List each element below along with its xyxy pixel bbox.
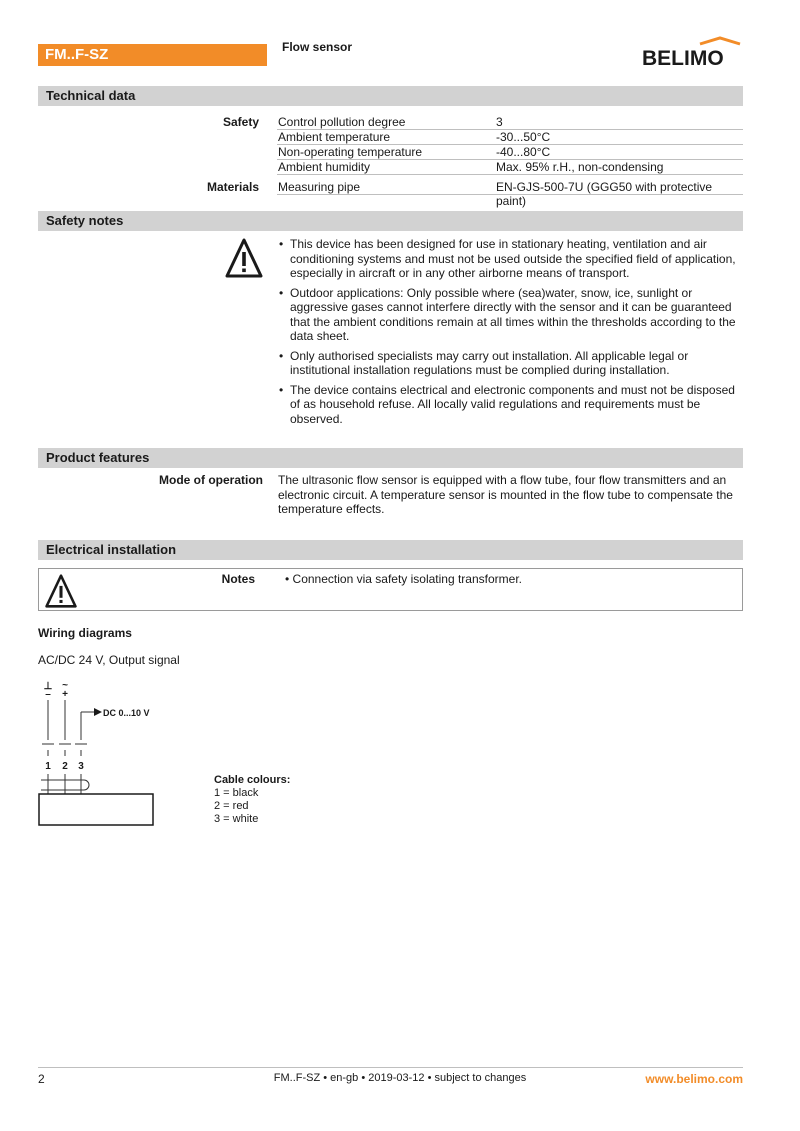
tilde-symbol: ~ (62, 680, 68, 691)
table-row (277, 145, 743, 160)
belimo-logo (640, 36, 744, 68)
row-name: Ambient humidity (278, 160, 371, 174)
materials-label: Materials (206, 180, 259, 194)
warning-icon (224, 237, 264, 279)
cable-colours-title: Cable colours: (214, 774, 291, 786)
document-type: Flow sensor (282, 40, 353, 54)
section-electrical-installation: Electrical installation (38, 540, 743, 560)
product-code-tag: FM..F-SZ (38, 44, 267, 66)
minus-symbol: – (45, 689, 51, 700)
website-link[interactable]: www.belimo.com (645, 1072, 743, 1086)
safety-notes-list (277, 237, 743, 431)
list-item: • This device has been designed for use in stationary heating, ventilation and air conditioning systems and must not be used outside the specified field of application, especially in aircraft or in any other airborne means of transport. (277, 237, 743, 281)
list-item: • The device contains electrical and electronic components and must not be disposed of as household refuse. All locally valid regulations and requirements must be observed. (277, 383, 743, 427)
wiring-diagram (36, 678, 196, 828)
signal-label: DC 0...10 V (103, 708, 150, 718)
row-value: 3 (496, 115, 503, 129)
section-safety-notes: Safety notes (38, 211, 743, 231)
row-name: Measuring pipe (278, 180, 361, 194)
terminal-2-label: 2 (62, 761, 68, 772)
section-technical-data: Technical data (38, 86, 743, 106)
wiring-subtitle: AC/DC 24 V, Output signal (38, 653, 180, 667)
footer-doc-info: FM..F-SZ • en-gb • 2019-03-12 • subject to changes (273, 1072, 527, 1084)
notes-item: • Connection via safety isolating transformer. (285, 572, 522, 586)
row-name: Control pollution degree (278, 115, 406, 129)
plus-symbol: + (62, 689, 68, 700)
row-name: Ambient temperature (278, 130, 391, 144)
terminal-3-label: 3 (78, 761, 84, 772)
wiring-title: Wiring diagrams (38, 626, 132, 640)
terminal-1-label: 1 (45, 761, 51, 772)
list-item: • Outdoor applications: Only possible where (sea)water, snow, ice, sunlight or aggressive gases cannot interfere directly with the sensor and it can be guaranteed that the ambient conditions remain at all times within the thresholds according to the data sheet. (277, 286, 743, 344)
row-value: -40...80°C (496, 145, 551, 159)
page-number: 2 (38, 1072, 45, 1086)
signal-arrow-icon (94, 708, 102, 716)
table-row (277, 130, 743, 145)
safety-label: Safety (222, 115, 259, 129)
table-row (277, 160, 743, 175)
logo-text: BELIMO (642, 47, 724, 68)
notes-box (38, 568, 743, 611)
ground-symbol: ⊥ (43, 681, 53, 692)
footer-divider (38, 1067, 743, 1068)
cable-colour-item: 2 = red (214, 800, 249, 812)
warning-icon (44, 573, 78, 609)
notes-label: Notes (221, 572, 255, 586)
cable-colour-item: 1 = black (214, 787, 259, 799)
mode-of-operation-label: Mode of operation (159, 473, 263, 487)
cable-colours (214, 774, 290, 826)
device-box (39, 794, 153, 825)
row-name: Non-operating temperature (278, 145, 423, 159)
row-value: EN-GJS-500-7U (GGG50 with protective paint) (496, 180, 713, 208)
row-value: -30...50°C (496, 130, 551, 144)
list-item: • Only authorised specialists may carry out installation. All applicable legal or institutional installation regulations must be complied during installation. (277, 349, 743, 378)
table-row (277, 115, 743, 130)
cable-colour-item: 3 = white (214, 813, 259, 825)
table-row (277, 180, 743, 208)
mode-of-operation-text: The ultrasonic flow sensor is equipped with a flow tube, four flow transmitters and an electronic circuit. A temperature sensor is mounted in the flow tube to compensate the temperature effects. (278, 473, 733, 516)
section-product-features: Product features (38, 448, 743, 468)
row-value: Max. 95% r.H., non-condensing (496, 160, 664, 174)
